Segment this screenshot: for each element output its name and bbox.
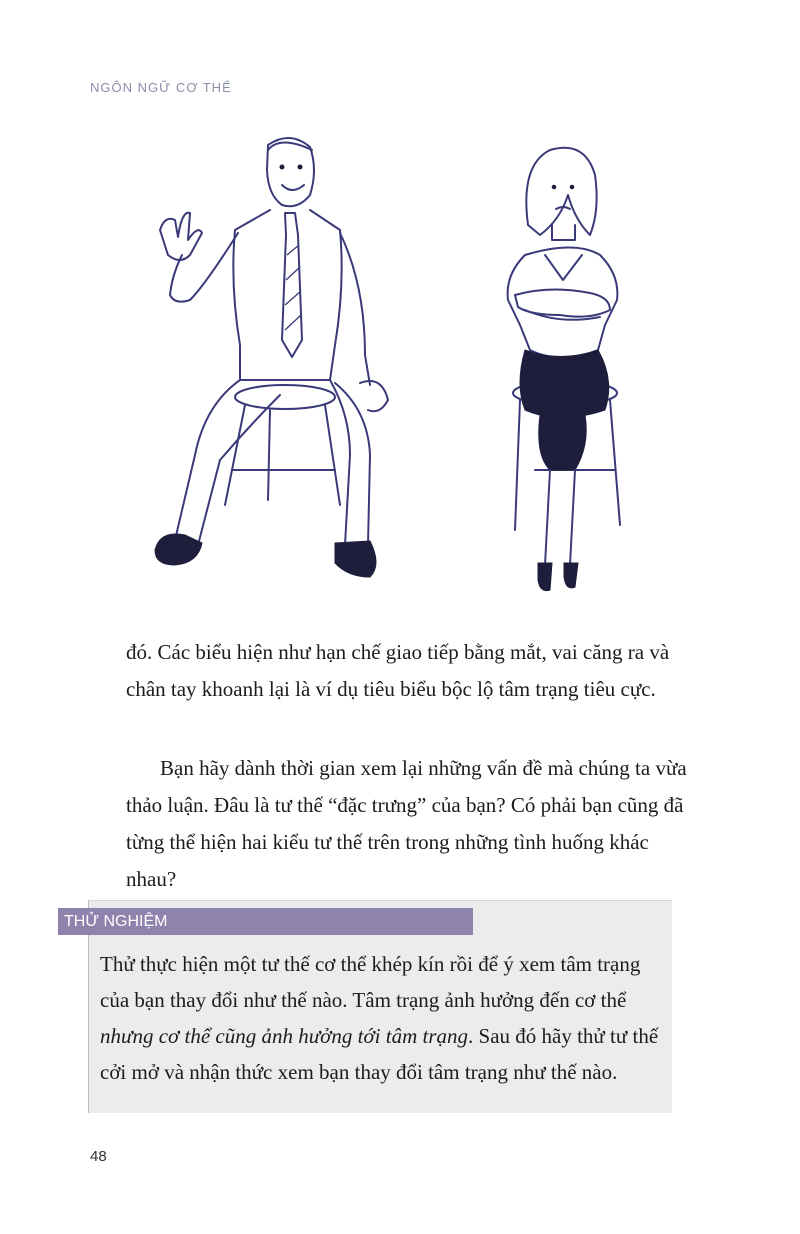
experiment-text-part-2: . Sau đó hãy thử tư thế cởi mở và nhận thức xem bạn thay đổi tâm trạng như thế nào. xyxy=(100,1024,659,1084)
running-title: NGÔN NGỮ CƠ THỂ xyxy=(90,80,232,95)
experiment-text-part-1: Thử thực hiện một tư thế cơ thể khép kín rồi để ý xem tâm trạng của bạn thay đổi như thế nào. Tâm trạng ảnh hưởng đến cơ thể xyxy=(100,952,641,1012)
illustration xyxy=(120,125,680,610)
woman-figure xyxy=(508,148,620,591)
body-paragraph-1: đó. Các biểu hiện như hạn chế giao tiếp bằng mắt, vai căng ra và chân tay khoanh lại là ví dụ tiêu biểu bộc lộ tâm trạng tiêu cực. xyxy=(126,640,670,701)
experiment-title: THỬ NGHIỆM xyxy=(58,908,473,935)
posture-illustration xyxy=(120,125,680,610)
body-paragraph-2: Bạn hãy dành thời gian xem lại những vấn đề mà chúng ta vừa thảo luận. Đâu là tư thế “đặc trưng” của bạn? Có phải bạn cũng đã từng thể hiện hai kiểu tư thế trên trong những tình huống khác nhau? xyxy=(126,756,687,891)
man-figure xyxy=(155,138,388,577)
page-number: 48 xyxy=(90,1148,107,1165)
experiment-text-italic: nhưng cơ thể cũng ảnh hưởng tới tâm trạng xyxy=(100,1024,469,1048)
experiment-text xyxy=(100,946,660,1090)
